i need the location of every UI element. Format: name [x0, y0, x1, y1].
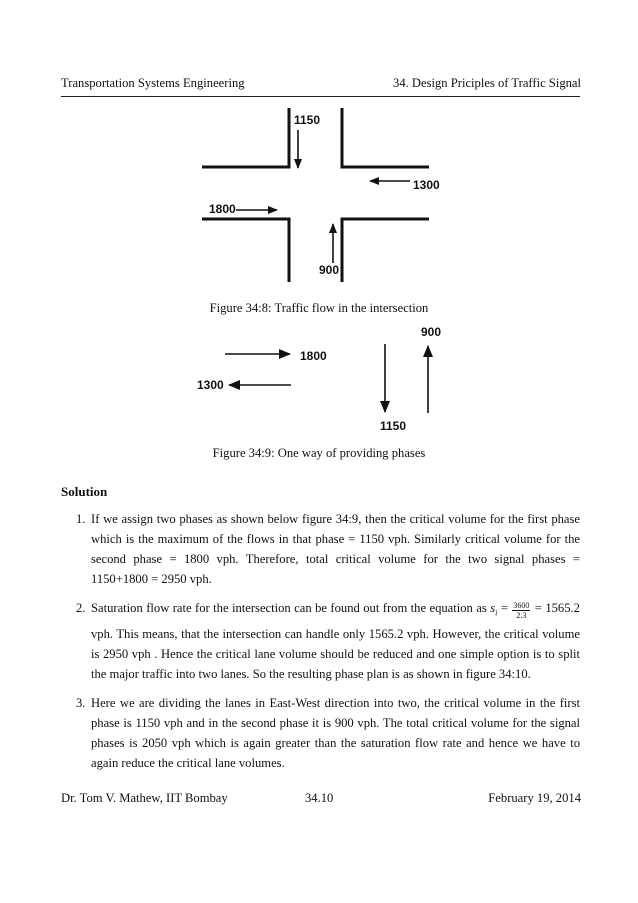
item-number: 3.	[76, 695, 86, 710]
phase-label-east-bound: 1800	[300, 349, 327, 363]
footer-date: February 19, 2014	[488, 791, 581, 805]
label-west-bound: 1300	[413, 178, 440, 192]
figure-34-9-caption: Figure 34:9: One way of providing phases	[212, 446, 426, 460]
solution-item-1	[61, 509, 580, 589]
running-header-title: Transportation Systems Engineering	[61, 76, 245, 90]
fraction-denominator: 2.3	[516, 611, 527, 620]
curb-north-west	[202, 108, 289, 167]
solution-heading: Solution	[61, 484, 108, 499]
label-south-bound: 1150	[294, 113, 321, 127]
phase-label-north-bound: 900	[421, 325, 442, 339]
curb-south-east	[342, 219, 429, 282]
footer-author: Dr. Tom V. Mathew, IIT Bombay	[61, 791, 228, 805]
item-text: If we assign two phases as shown below figure 34:9, then the critical volume for the first phase which is the maximum of the flows in that phase = 1150 vph. Similarly critical volume for the second phase = 1800 vph. Therefore, total critical volume for the two signal phases = 1150+1800 = 2950 vph.	[91, 512, 580, 586]
solution-item-3	[61, 693, 580, 773]
item-text-after: = 1565.2 vph. This means, that the intersection can handle only 1565.2 vph. However, the critical volume is 2950 vph . Hence the critical lane volume should be reduced and one simple option is to split the major traffic into two lanes. So the resulting phase plan is as shown in figure 34:10.	[91, 601, 580, 681]
figure-34-8-intersection	[0, 0, 638, 300]
curb-north-east	[342, 108, 429, 167]
footer-page-number: 34.10	[305, 791, 334, 805]
curb-south-west	[202, 219, 289, 282]
equation-symbol: s	[490, 601, 496, 615]
figure-34-9-phases	[0, 320, 638, 450]
equation-fraction	[512, 601, 530, 620]
solution-list	[61, 509, 580, 782]
figure-34-8-caption: Figure 34:8: Traffic flow in the intersection	[209, 301, 429, 315]
item-text-before: Saturation flow rate for the intersection can be found out from the equation as	[91, 601, 487, 615]
fraction-numerator: 3600	[513, 601, 530, 610]
item-text: Here we are dividing the lanes in East-West direction into two, the critical volume in the first phase is 1150 vph and in the second phase it is 900 vph. The total critical volume for the signal phases is 2050 vph which is again greater than the saturation flow rate and hence we have to again reduce the critical lane volumes.	[91, 695, 580, 770]
running-header-chapter: 34. Design Priciples of Traffic Signal	[393, 76, 581, 90]
item-number: 2.	[76, 601, 86, 615]
solution-item-2	[61, 598, 580, 684]
item-number: 1.	[76, 512, 86, 526]
equation-subscript: i	[495, 608, 498, 618]
label-east-bound: 1800	[209, 202, 236, 216]
label-north-bound: 900	[319, 263, 340, 277]
equation-equals: =	[500, 601, 508, 615]
saturation-equation	[490, 601, 531, 620]
phase-label-south-bound: 1150	[380, 419, 407, 433]
phase-label-west-bound: 1300	[197, 378, 224, 392]
intersection-curbs	[202, 108, 429, 282]
